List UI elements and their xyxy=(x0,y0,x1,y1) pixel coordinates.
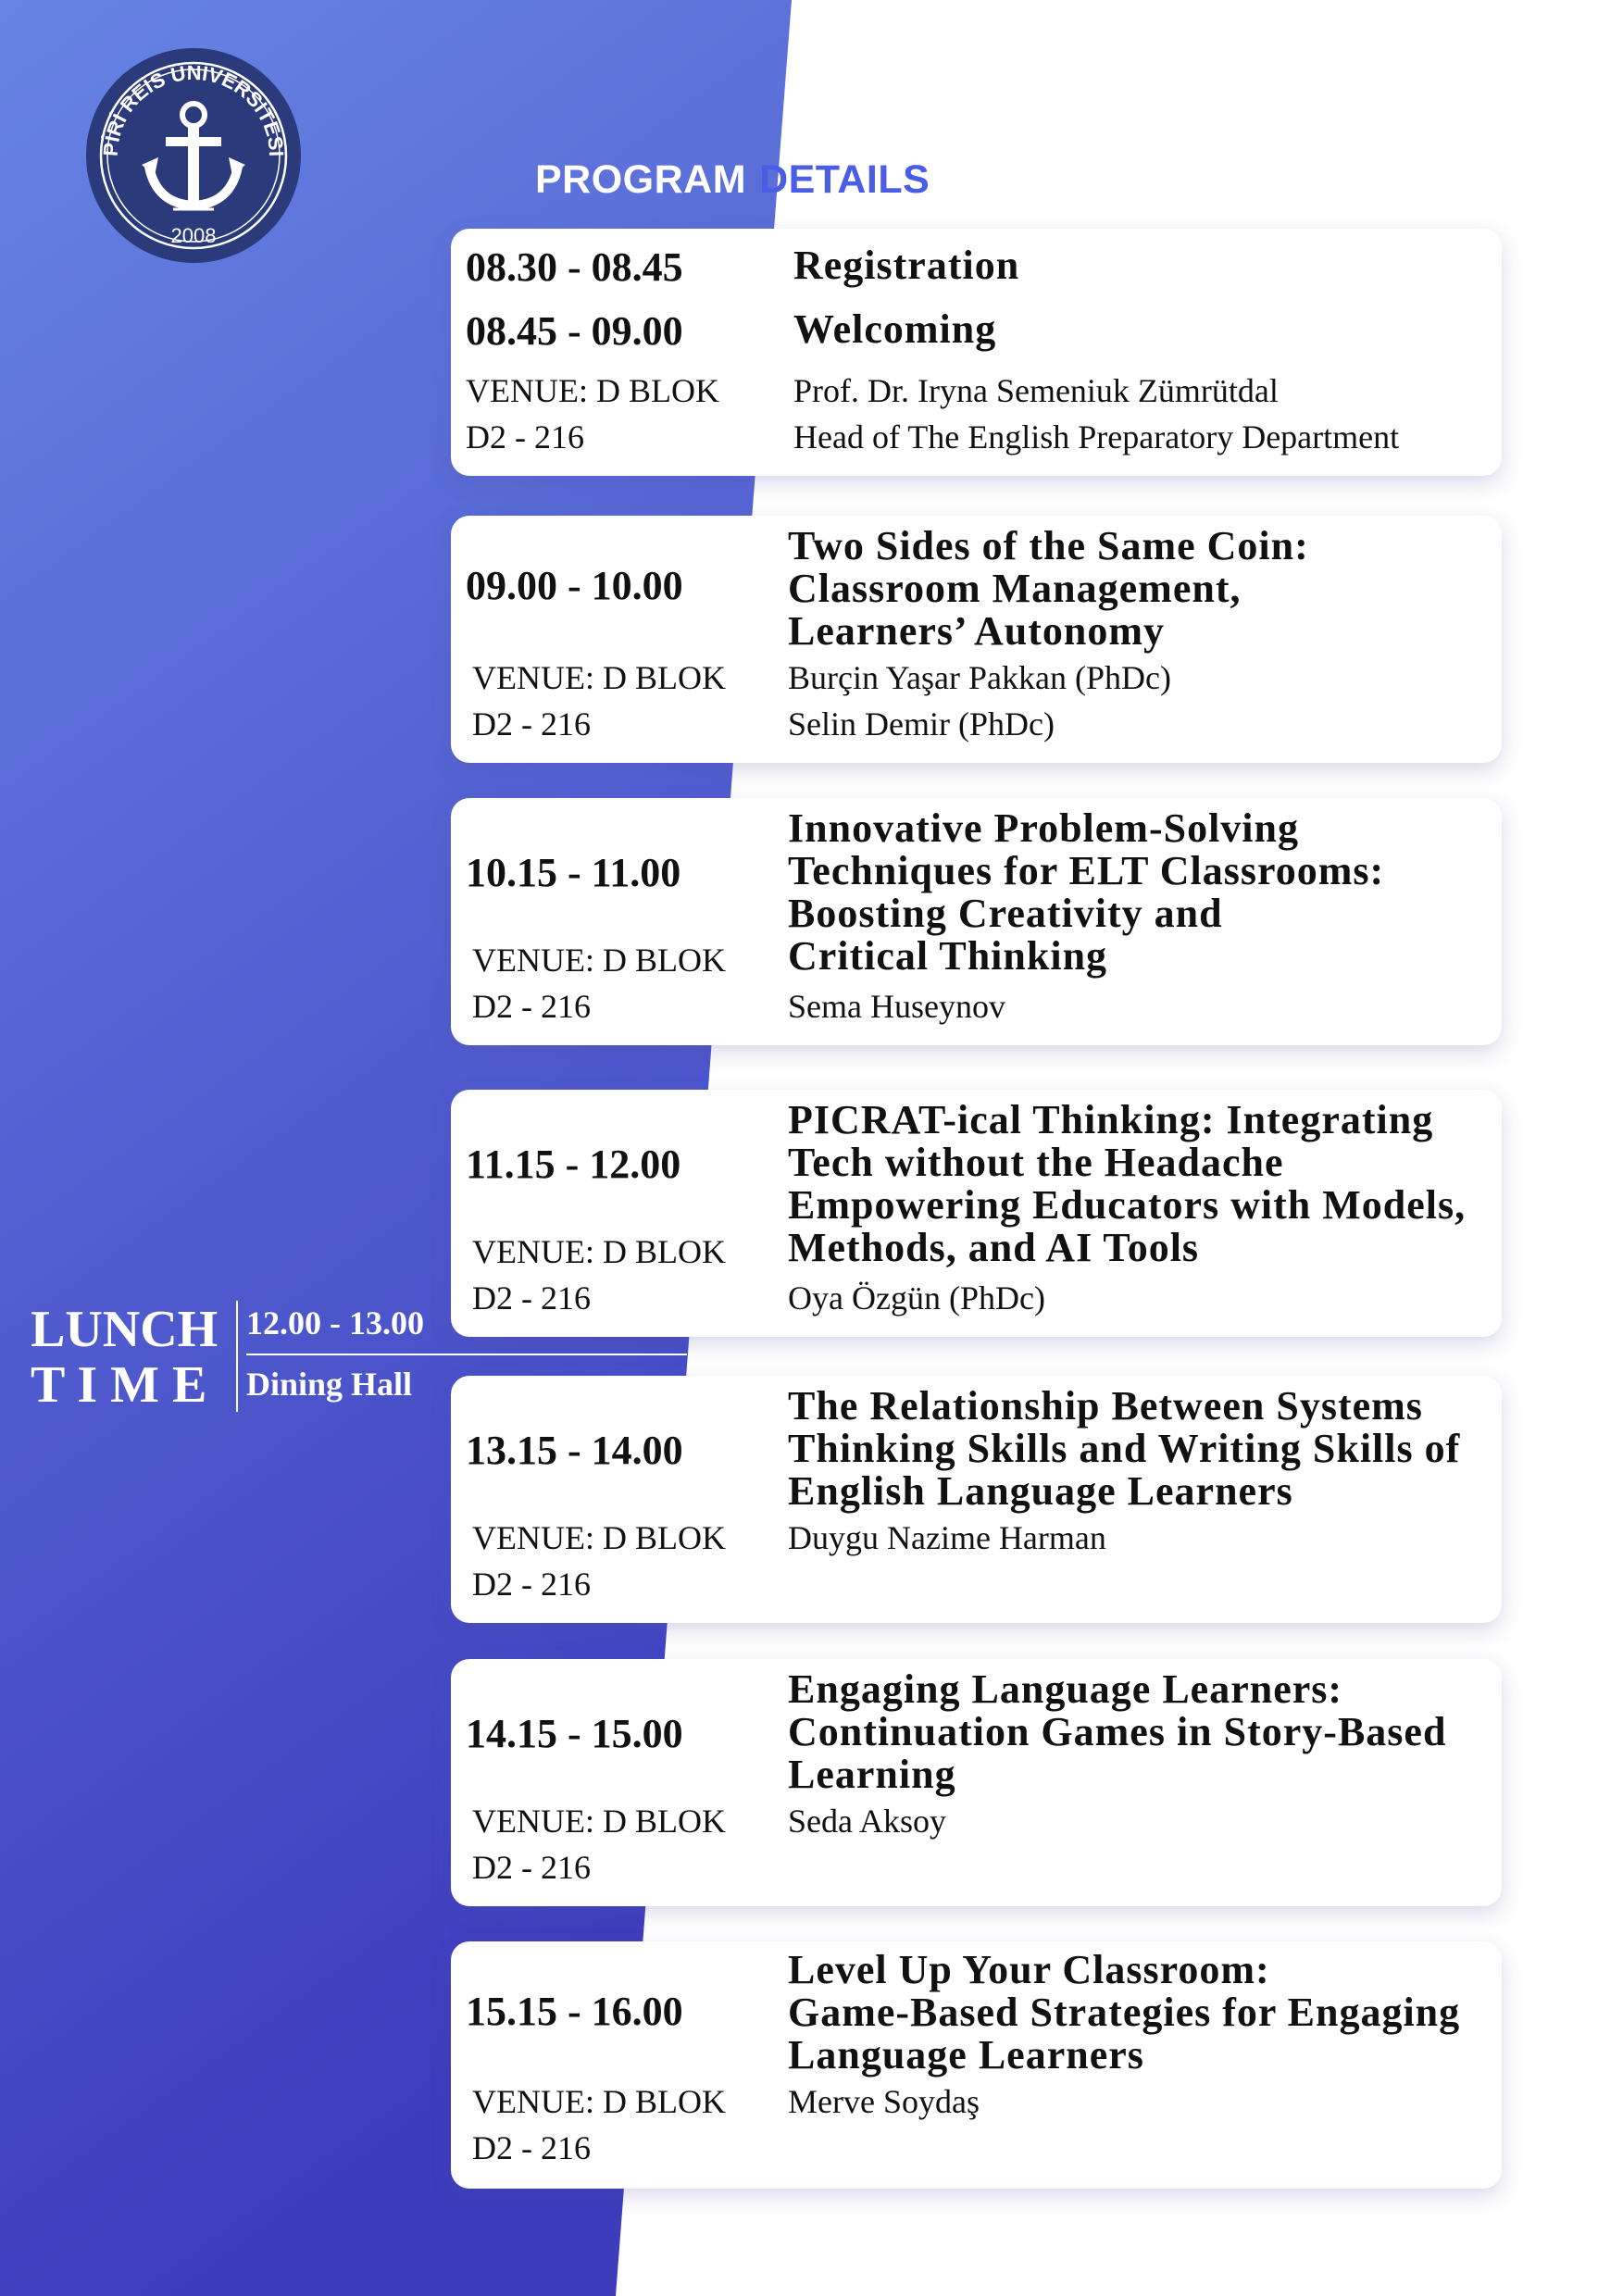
title-line: Methods, and AI Tools xyxy=(788,1225,1200,1270)
session-card xyxy=(451,798,1502,1045)
session-card xyxy=(451,1941,1502,2189)
title-line: Techniques for ELT Classrooms: xyxy=(788,848,1385,893)
session-title xyxy=(788,525,1309,653)
logo-university-name: PÎRÎ REİS ÜNİVERSİTESİ xyxy=(98,60,289,157)
session-time: 14.15 - 15.00 xyxy=(466,1711,683,1756)
session-title xyxy=(788,1668,1446,1796)
venue-room: D2 - 216 xyxy=(472,1849,591,1886)
session-time: 13.15 - 14.00 xyxy=(466,1428,683,1473)
speaker-name: Prof. Dr. Iryna Semeniuk Zümrütdal xyxy=(793,372,1279,409)
title-line: Critical Thinking xyxy=(788,933,1108,979)
session-card xyxy=(451,1376,1502,1623)
lunch-time: 12.00 - 13.00 xyxy=(246,1304,424,1341)
session-title xyxy=(788,1949,1460,2077)
page-heading xyxy=(535,157,930,203)
venue-room: D2 - 216 xyxy=(472,2129,591,2166)
venue-room: D2 - 216 xyxy=(472,988,591,1025)
heading-word-program: PROGRAM xyxy=(535,157,747,202)
title-line: Two Sides of the Same Coin: xyxy=(788,523,1309,568)
title-line: Empowering Educators with Models, xyxy=(788,1182,1467,1228)
title-line: Level Up Your Classroom: xyxy=(788,1947,1270,1992)
session-time: 09.00 - 10.00 xyxy=(466,563,683,608)
title-line: PICRAT-ical Thinking: Integrating xyxy=(788,1097,1434,1142)
venue-label: VENUE: D BLOK xyxy=(472,942,726,979)
title-line: Continuation Games in Story-Based xyxy=(788,1709,1447,1754)
lunch-place: Dining Hall xyxy=(246,1366,413,1403)
lunch-label-line1: LUNCH xyxy=(31,1301,218,1358)
session-card xyxy=(451,1090,1502,1337)
venue-label: VENUE: D BLOK xyxy=(472,1803,726,1840)
lunch-divider-vertical xyxy=(236,1301,238,1412)
venue-room: D2 - 216 xyxy=(472,1279,591,1316)
session-title xyxy=(788,807,1384,978)
title-line: Classroom Management, xyxy=(788,566,1242,611)
session-time: 08.45 - 09.00 xyxy=(466,308,683,354)
speaker-name: Oya Özgün (PhDc) xyxy=(788,1279,1045,1316)
venue-room: D2 - 216 xyxy=(472,1566,591,1603)
title-line: Boosting Creativity and xyxy=(788,891,1223,936)
title-line: The Relationship Between Systems xyxy=(788,1383,1423,1429)
lunch-label-line2: T I M E xyxy=(31,1356,207,1414)
venue-room: D2 - 216 xyxy=(466,418,584,455)
title-line: Tech without the Headache xyxy=(788,1140,1284,1185)
venue-label: VENUE: D BLOK xyxy=(472,1233,726,1270)
speaker-name: Duygu Nazime Harman xyxy=(788,1519,1106,1556)
session-time: 15.15 - 16.00 xyxy=(466,1989,683,2034)
session-title xyxy=(788,1099,1466,1269)
venue-room: D2 - 216 xyxy=(472,705,591,742)
logo-year: 2008 xyxy=(170,224,217,247)
speaker-name: Sema Huseynov xyxy=(788,988,1005,1025)
venue-label: VENUE: D BLOK xyxy=(472,1519,726,1556)
heading-word-details: DETAILS xyxy=(759,157,930,202)
session-title xyxy=(788,1385,1460,1513)
session-time: 10.15 - 11.00 xyxy=(466,850,681,895)
speaker-name: Selin Demir (PhDc) xyxy=(788,705,1055,742)
session-card xyxy=(451,516,1502,763)
venue-label: VENUE: D BLOK xyxy=(472,2083,726,2120)
title-line: Language Learners xyxy=(788,2032,1144,2078)
title-line: Learners’ Autonomy xyxy=(788,608,1166,654)
title-line: Thinking Skills and Writing Skills of xyxy=(788,1426,1461,1471)
session-title: Welcoming xyxy=(793,306,997,352)
session-time: 08.30 - 08.45 xyxy=(466,244,683,290)
venue-label: VENUE: D BLOK xyxy=(466,372,719,409)
session-time: 11.15 - 12.00 xyxy=(466,1142,681,1187)
speaker-name: Burçin Yaşar Pakkan (PhDc) xyxy=(788,659,1171,696)
speaker-role: Head of The English Preparatory Department xyxy=(793,418,1400,455)
session-title: Registration xyxy=(793,243,1020,288)
title-line: English Language Learners xyxy=(788,1468,1293,1514)
speaker-name: Seda Aksoy xyxy=(788,1803,946,1840)
session-card-opening xyxy=(451,229,1502,476)
university-logo xyxy=(84,46,303,265)
title-line: Learning xyxy=(788,1752,956,1797)
title-line: Game-Based Strategies for Engaging xyxy=(788,1990,1461,2035)
title-line: Innovative Problem-Solving xyxy=(788,805,1300,851)
lunch-divider-horizontal xyxy=(246,1354,687,1355)
venue-label: VENUE: D BLOK xyxy=(472,659,726,696)
speaker-name: Merve Soydaş xyxy=(788,2083,980,2120)
title-line: Engaging Language Learners: xyxy=(788,1666,1343,1712)
session-card xyxy=(451,1659,1502,1906)
